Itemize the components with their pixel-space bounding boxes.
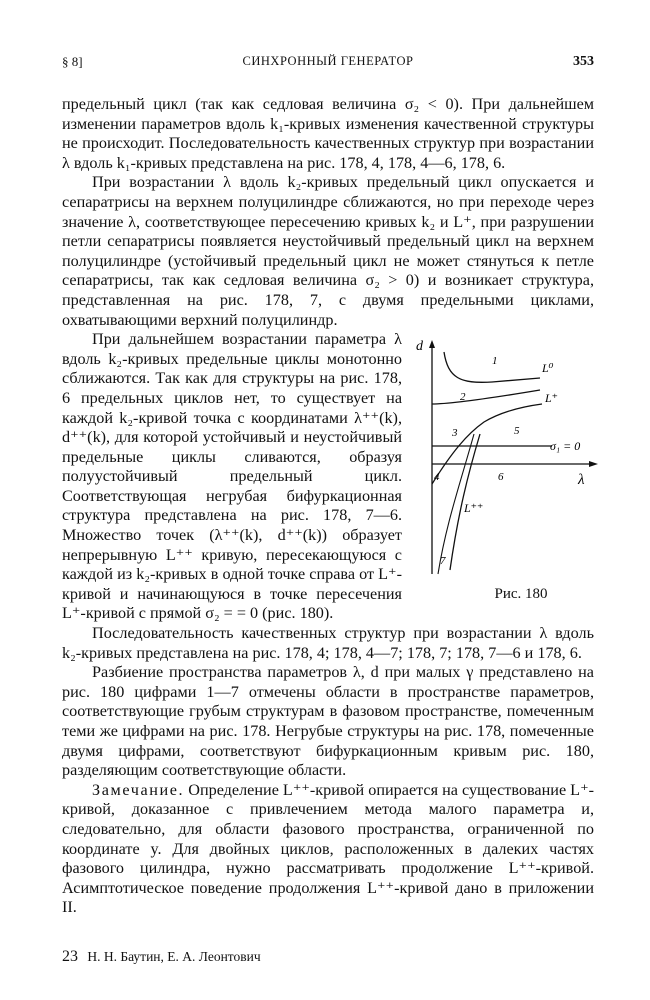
signature-mark: 23 [62, 948, 78, 965]
region-7-label: 7 [440, 555, 446, 568]
Lplusplus-label: L⁺⁺ [464, 501, 484, 516]
region-1-label: 1 [492, 355, 498, 368]
Lplus-label: L⁺ [545, 391, 559, 406]
d-axis-label: d [416, 339, 423, 355]
paragraph-5: Разбиение пространства параметров λ, d при малых γ представлено на рис. 180 цифрами 1—7 отмечены области в пространстве параметров, соответствующие грубым структурам в фазовом пространстве, помеченным теми же цифрами на рис. 178. Негрубые структуры на рис. 178, помеченные двумя цифрами, соответствуют бифуркационным кривым рис. 180, разделяющим соответствующие области. [62, 663, 594, 780]
footer [62, 948, 261, 966]
section-mark: § 8] [62, 54, 83, 69]
region-4-label: 4 [434, 471, 440, 484]
region-3-label: 3 [452, 427, 458, 440]
region-6-label: 6 [498, 471, 504, 484]
remark-paragraph [62, 781, 594, 918]
region-2-label: 2 [460, 391, 466, 404]
paragraph-2: При возрастании λ вдоль k₂-кривых предельный цикл опускается и сепаратрисы на верхнем полуцилиндре сближаются, но при переходе через значение λ, соответствующее пересечению кривых k₂ и L⁺, при разрушении петли сепаратрисы появляется неустойчивый предельный цикл на верхнем полуцилиндре (устойчивый предельный цикл не может стянуться к петле сепаратрисы, так как седловая величина σ₂ > 0) и возникает структура, представленная на рис. 178, 7, с двумя предельными циклами, охватывающими верхний полуцилиндр. [62, 173, 594, 329]
bifurcation-diagram [412, 334, 600, 584]
paragraph-1: предельный цикл (так как седловая величина σ₂ < 0). При дальнейшем изменении параметров вдоль k₁-кривых изменения качественной структуры не происходит. Последовательность качественных структур при возрастании λ вдоль k₁-кривых представлена на рис. 178, 4, 178, 4—6, 178, 6. [62, 95, 594, 172]
lambda-axis-label: λ [578, 472, 585, 489]
d-axis-arrow [429, 340, 435, 348]
paragraph-3 [62, 330, 594, 624]
footer-authors: Н. Н. Баутин, Е. А. Леонтович [87, 949, 261, 964]
figure-caption: Рис. 180 [494, 585, 548, 602]
running-header [62, 54, 594, 76]
upper-boundary-curve [432, 390, 540, 404]
sigma-label: σ₁ = 0 [550, 439, 581, 454]
Lplus-curve [432, 404, 542, 484]
remark-text: Определение L⁺⁺-кривой опирается на существование L⁺-кривой, доказанное с привлечением метода малого параметра и, следовательно, для области фазового пространства, ограниченной по координате y. Для двойных циклов, расположенных в далеких частях фазового цилиндра, нужно рассматривать продолжение L⁺⁺-кривой. Асимптотическое поведение продолжения L⁺⁺-кривой дано в приложении II. [62, 780, 594, 917]
L0-label: L⁰ [542, 361, 554, 376]
page-body [62, 95, 594, 918]
region-5-label: 5 [514, 425, 520, 438]
lambda-axis-arrow [589, 461, 598, 467]
figure-180 [412, 334, 600, 604]
paragraph-3-text: При дальнейшем возрастании параметра λ вдоль k₂-кривых предельные циклы монотонно сближаются. Так как для структуры на рис. 178, 6 предельных циклов нет, то существует на каждой k₂-кривой точка с координатами λ⁺⁺(k), d⁺⁺(k), для которой устойчивый и неустойчивый предельные циклы сливаются, образуя полуустойчивый предельный цикл. Соответствующая негрубая бифуркационная структура представлена на рис. 178, 7—6. Множество точек (λ⁺⁺(k), d⁺⁺(k)) образует непрерывную L⁺⁺ кривую, пересекающуюся с каждой из k₂-кривых в одной точке справа от L⁺-кривой и начинающуюся в точке пересечения L⁺-кривой с прямой σ₂ = = 0 (рис. 180). [62, 330, 402, 623]
page-number: 353 [573, 54, 594, 69]
remark-label: Замечание. [92, 780, 185, 799]
chapter-title: СИНХРОННЫЙ ГЕНЕРАТОР [242, 54, 414, 68]
paragraph-4: Последовательность качественных структур при возрастании λ вдоль k₂-кривых представлена на рис. 178, 4; 178, 4—7; 178, 7; 178, 7—6 и 178, 6. [62, 624, 594, 662]
